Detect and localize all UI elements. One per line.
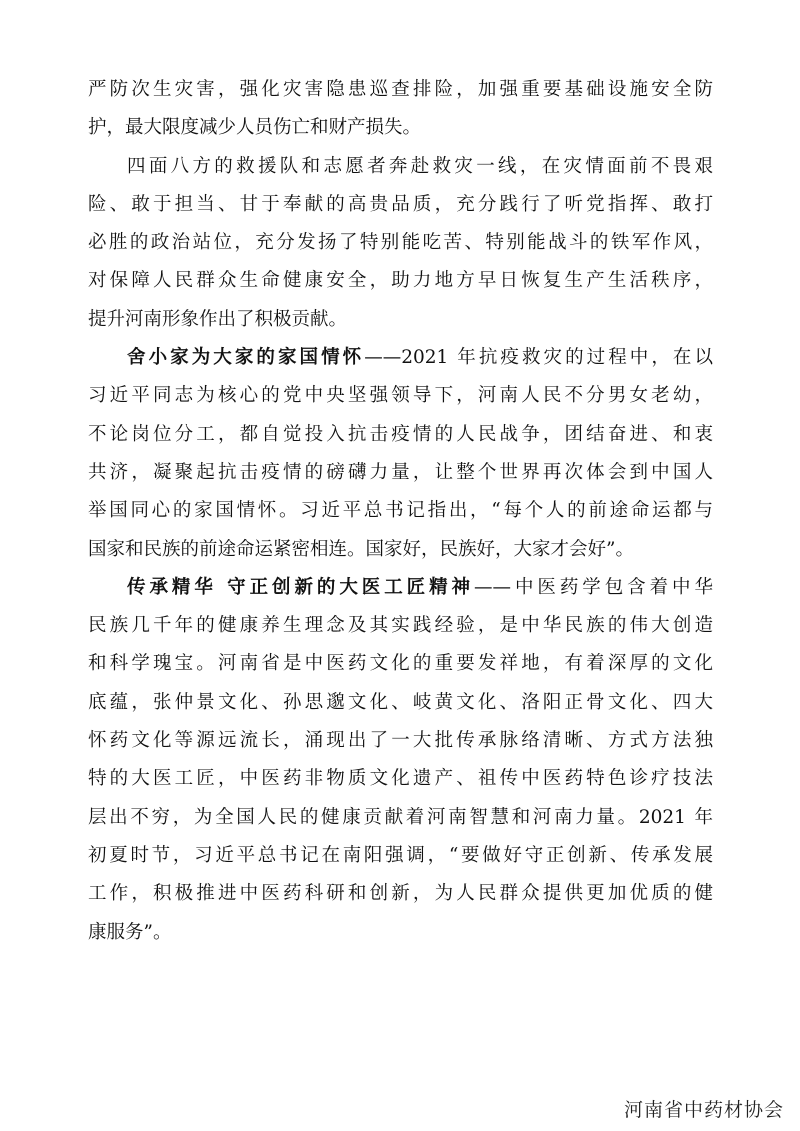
text-line: 严防次生灾害，强化灾害隐患巡查排险，加强重要基础设施安全防 [88, 79, 713, 100]
text-line: 特的大医工匠，中医药非物质文化遗产、祖传中医药特色诊疗技法 [88, 768, 713, 790]
text-line: 工作，积极推进中医药科研和创新，为人民群众提供更加优质的健 [88, 883, 713, 905]
text-line: 举国同心的家国情怀。习近平总书记指出，“每个人的前途命运都与 [88, 500, 713, 522]
text-line: 护，最大限度减少人员伤亡和财产损失。 [88, 117, 422, 139]
text-line: 层出不穷，为全国人民的健康贡献着河南智慧和河南力量。2021 年 [88, 806, 713, 828]
heading-continuation: ——2021 年抗疫救灾的过程中，在以 [364, 347, 713, 369]
text-line: 提升河南形象作出了积极贡献。 [88, 308, 348, 330]
section-heading: 舍小家为大家的家国情怀 [127, 347, 365, 369]
text-line [88, 339, 713, 377]
text-line [88, 569, 713, 607]
text-line: 共济，凝聚起抗击疫情的磅礴力量，让整个世界再次体会到中国人 [88, 461, 713, 483]
text-line: 不论岗位分工，都自觉投入抗击疫情的人民战争，团结奋进、和衷 [88, 423, 713, 445]
text-line: 险、敢于担当、甘于奉献的高贵品质，充分践行了听党指挥、敢打 [88, 193, 713, 215]
text-line: 习近平同志为核心的党中央坚强领导下，河南人民不分男女老幼， [88, 385, 713, 407]
text-line: 底蕴，张仲景文化、孙思邈文化、岐黄文化、洛阳正骨文化、四大 [88, 691, 713, 713]
text-line: 和科学瑰宝。河南省是中医药文化的重要发祥地，有着深厚的文化 [88, 653, 713, 675]
text-line: 康服务”。 [88, 921, 172, 943]
text-line: 对保障人民群众生命健康安全，助力地方早日恢复生产生活秩序， [88, 270, 713, 292]
footer-organization: 河南省中药材协会 [623, 1099, 784, 1121]
text-line: 必胜的政治站位，充分发扬了特别能吃苦、特别能战斗的铁军作风， [88, 232, 713, 254]
section-heading: 传承精华 守正创新的大医工匠精神 [127, 576, 475, 598]
text-line: 国家和民族的前途命运紧密相连。国家好，民族好，大家才会好”。 [88, 538, 634, 560]
text-line: 四面八方的救援队和志愿者奔赴救灾一线，在灾情面前不畏艰 [127, 155, 713, 177]
heading-continuation: ——中医药学包含着中华 [474, 576, 713, 598]
text-line: 怀药文化等源远流长，涌现出了一大批传承脉络清晰、方式方法独 [88, 730, 713, 752]
text-line: 初夏时节，习近平总书记在南阳强调，“要做好守正创新、传承发展 [88, 844, 713, 866]
body-text [88, 71, 713, 952]
text-line: 民族几千年的健康养生理念及其实践经验，是中华民族的伟大创造 [88, 615, 713, 637]
